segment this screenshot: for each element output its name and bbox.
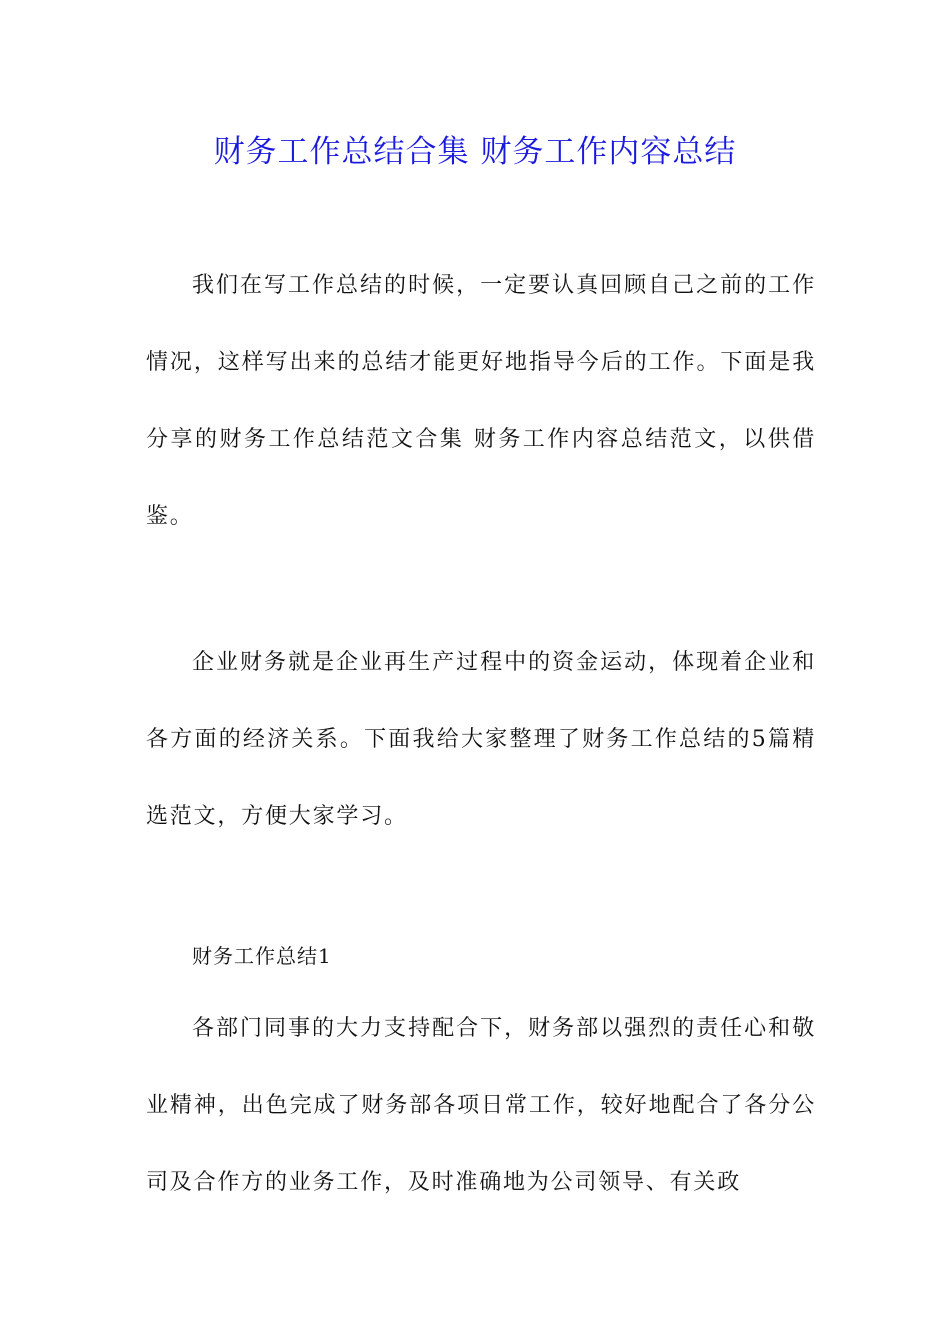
section-paragraph: 各部门同事的大力支持配合下，财务部以强烈的责任心和敬业精神，出色完成了财务部各项日常工作，较好地配合了各分公司及合作方的业务工作，及时准确地为公司领导、有关政 <box>146 1016 816 1195</box>
section-heading: 财务工作总结1 <box>192 944 332 968</box>
overview-paragraph: 企业财务就是企业再生产过程中的资金运动，体现着企业和各方面的经济关系。下面我给大家整理了财务工作总结的5篇精选范文，方便大家学习。 <box>146 650 816 829</box>
document-title: 财务工作总结合集 财务工作内容总结 <box>213 134 737 170</box>
intro-paragraph: 我们在写工作总结的时候，一定要认真回顾自己之前的工作情况，这样写出来的总结才能更好地指导今后的工作。下面是我分享的财务工作总结范文合集 财务工作内容总结范文，以供借鉴。 <box>146 273 816 529</box>
